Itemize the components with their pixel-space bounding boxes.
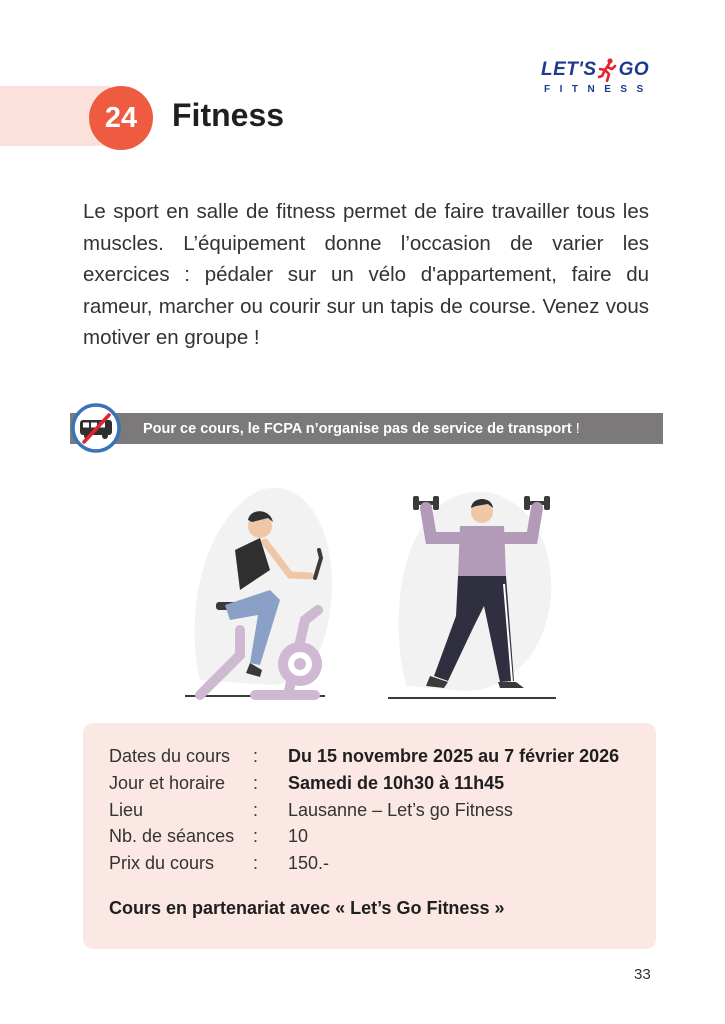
info-value: 150.- — [288, 853, 330, 873]
info-colon: : — [253, 826, 259, 846]
transport-notice — [70, 413, 663, 444]
logo-text-left: LET'S — [541, 59, 597, 80]
section-number: 24 — [104, 101, 138, 134]
notice-text-end: ! — [571, 420, 580, 437]
info-label: Jour et horaire — [109, 773, 226, 793]
runner-icon — [598, 58, 618, 82]
logo-text-right: GO — [618, 59, 650, 80]
dumbbell-exercise-illustration — [386, 476, 558, 702]
notice-text: Pour ce cours, le FCPA n’organise pas de service de transport — [143, 420, 572, 437]
info-colon: : — [253, 800, 259, 820]
exercise-bike-illustration — [180, 480, 340, 702]
no-bus-icon — [71, 403, 121, 453]
lets-go-fitness-logo — [541, 58, 651, 102]
page-number: 33 — [634, 966, 651, 983]
info-value: 10 — [288, 826, 309, 846]
info-colon: : — [253, 773, 259, 793]
logo-subtitle: FITNESS — [544, 84, 653, 95]
info-value: Lausanne – Let’s go Fitness — [288, 800, 513, 820]
info-colon: : — [253, 746, 259, 766]
section-number-badge — [89, 86, 153, 150]
partner-note: Cours en partenariat avec « Let’s Go Fitness » — [109, 898, 505, 918]
info-value: Du 15 novembre 2025 au 7 février 2026 — [288, 746, 620, 766]
info-label: Prix du cours — [109, 853, 215, 873]
intro-paragraph: Le sport en salle de fitness permet de faire travailler tous les muscles. L’équipement donne l’occasion de varier les exercices : pédaler sur un vélo d'appartement, faire du rameur, marcher ou courir sur un tapis de course. Venez vous motiver en groupe ! — [83, 200, 649, 350]
course-info-box — [83, 723, 656, 949]
page-title: Fitness — [172, 97, 285, 133]
info-label: Nb. de séances — [109, 826, 235, 846]
info-value: Samedi de 10h30 à 11h45 — [288, 773, 505, 793]
info-label: Dates du cours — [109, 746, 231, 766]
info-colon: : — [253, 853, 259, 873]
info-label: Lieu — [109, 800, 144, 820]
